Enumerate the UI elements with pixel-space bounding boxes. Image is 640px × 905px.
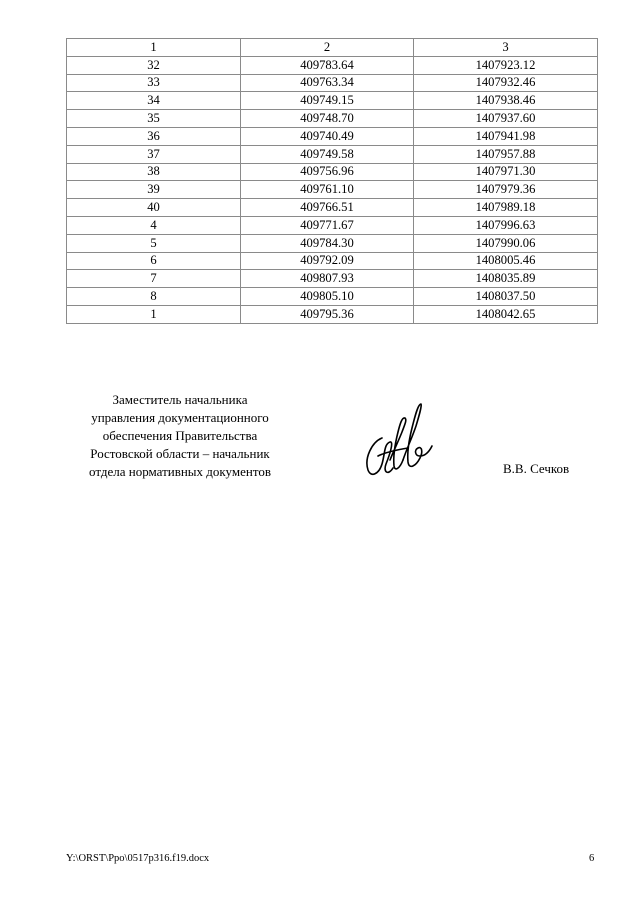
table-cell: 409749.58: [241, 145, 414, 163]
table-cell: 409805.10: [241, 288, 414, 306]
table-row: [67, 288, 598, 306]
table-cell: 1407932.46: [414, 74, 598, 92]
table-cell: 409783.64: [241, 56, 414, 74]
table-cell: 409740.49: [241, 127, 414, 145]
table-cell: 33: [67, 74, 241, 92]
table-cell: 39: [67, 181, 241, 199]
table-row: [67, 163, 598, 181]
table-cell: 1: [67, 305, 241, 323]
table-cell: 5: [67, 234, 241, 252]
coordinates-table: [66, 38, 598, 324]
table-header-cell: 1: [67, 39, 241, 57]
table-cell: 409771.67: [241, 216, 414, 234]
table-cell: 38: [67, 163, 241, 181]
table-row: [67, 110, 598, 128]
table-cell: 6: [67, 252, 241, 270]
table-row: [67, 270, 598, 288]
table-cell: 37: [67, 145, 241, 163]
table-cell: 1407990.06: [414, 234, 598, 252]
table-cell: 1408005.46: [414, 252, 598, 270]
table-cell: 36: [67, 127, 241, 145]
table-cell: 1407941.98: [414, 127, 598, 145]
signer-position-line: управления документационного: [91, 410, 269, 425]
table-row: [67, 199, 598, 217]
table-header-cell: 2: [241, 39, 414, 57]
table-cell: 1407937.60: [414, 110, 598, 128]
signer-position-line: обеспечения Правительства: [102, 428, 258, 443]
table-cell: 1407938.46: [414, 92, 598, 110]
table-cell: 409748.70: [241, 110, 414, 128]
table-cell: 1408042.65: [414, 305, 598, 323]
table-cell: 409756.96: [241, 163, 414, 181]
table-header-cell: 3: [414, 39, 598, 57]
table-cell: 1408037.50: [414, 288, 598, 306]
footer-file-path: Y:\ORST\Ppo\0517p316.f19.docx: [66, 853, 210, 864]
table-cell: 4: [67, 216, 241, 234]
table-cell: 1407923.12: [414, 56, 598, 74]
table-cell: 1407971.30: [414, 163, 598, 181]
table-row: [67, 305, 598, 323]
table-row: [67, 234, 598, 252]
table-cell: 35: [67, 110, 241, 128]
table-cell: 409761.10: [241, 181, 414, 199]
table-cell: 7: [67, 270, 241, 288]
table-row: [67, 92, 598, 110]
table-cell: 34: [67, 92, 241, 110]
table-cell: 409795.36: [241, 305, 414, 323]
signer-position-line: отдела нормативных документов: [89, 464, 271, 479]
table-cell: 409766.51: [241, 199, 414, 217]
handwritten-signature: [360, 402, 440, 482]
footer-page-number: 6: [589, 853, 595, 864]
table-row: [67, 56, 598, 74]
table-cell: 40: [67, 199, 241, 217]
table-row: [67, 181, 598, 199]
table-cell: 409749.15: [241, 92, 414, 110]
table-row: [67, 216, 598, 234]
table-row: [67, 145, 598, 163]
table-header-row: [67, 39, 598, 57]
table-cell: 32: [67, 56, 241, 74]
signer-position-line: Заместитель начальника: [112, 392, 248, 407]
table-cell: 409784.30: [241, 234, 414, 252]
signer-name: В.В. Сечков: [503, 461, 570, 476]
table-cell: 1407996.63: [414, 216, 598, 234]
table-cell: 1407957.88: [414, 145, 598, 163]
signer-position: [70, 391, 290, 481]
table-row: [67, 74, 598, 92]
table-cell: 8: [67, 288, 241, 306]
table-row: [67, 252, 598, 270]
table-cell: 1407989.18: [414, 199, 598, 217]
coordinates-table-body: [67, 39, 598, 324]
table-cell: 409763.34: [241, 74, 414, 92]
table-cell: 1407979.36: [414, 181, 598, 199]
table-cell: 409792.09: [241, 252, 414, 270]
table-cell: 1408035.89: [414, 270, 598, 288]
table-row: [67, 127, 598, 145]
table-cell: 409807.93: [241, 270, 414, 288]
signer-position-line: Ростовской области – начальник: [90, 446, 270, 461]
